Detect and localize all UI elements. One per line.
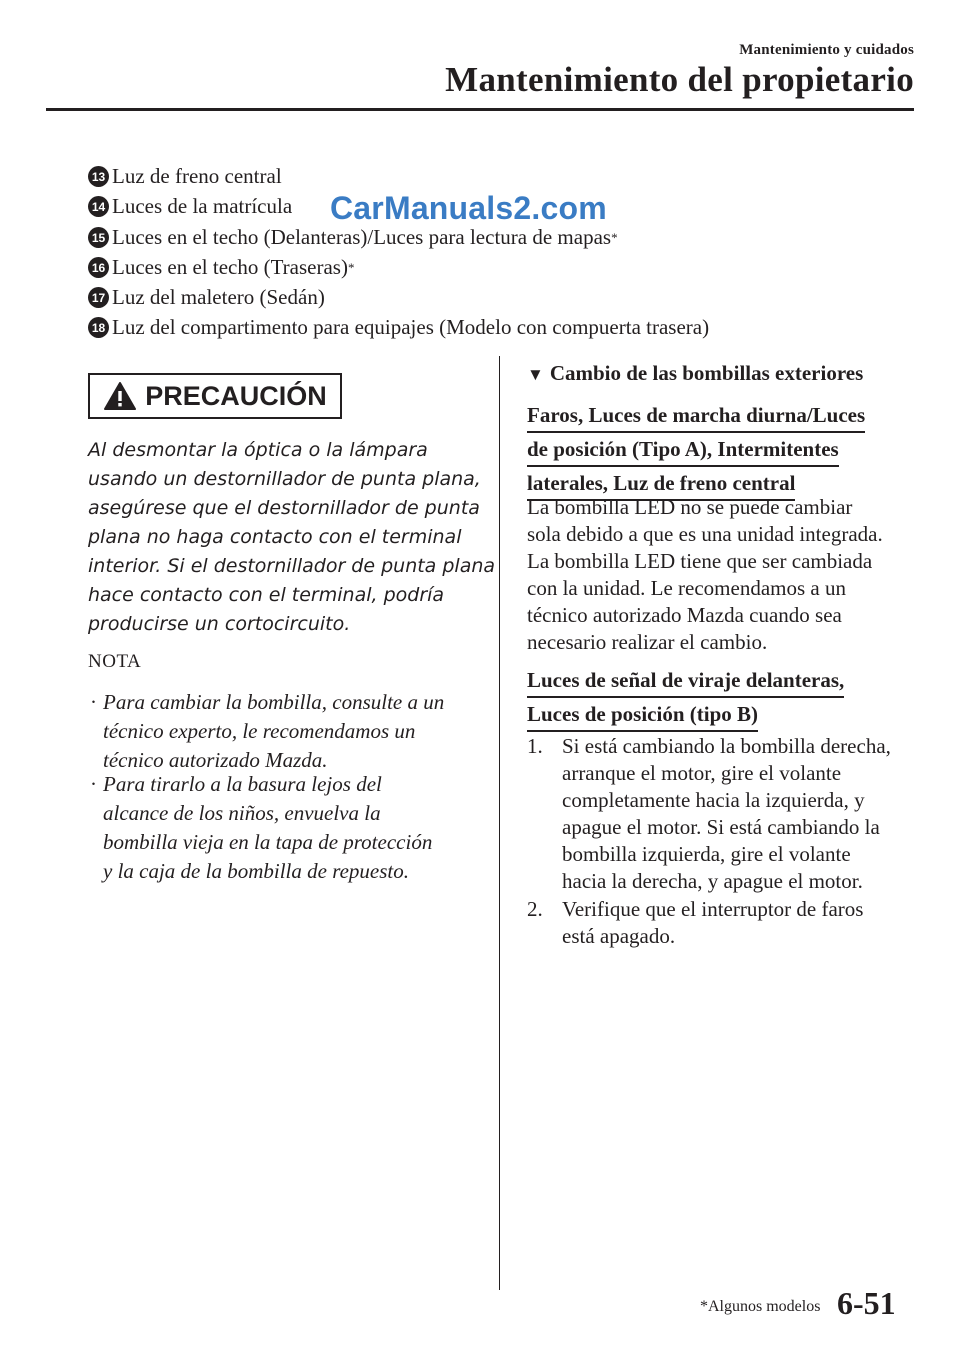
paragraph-line: con la unidad. Le recomendamos a un [527, 576, 846, 600]
paragraph-line: necesario realizar el cambio. [527, 630, 768, 654]
caution-line: producirse un cortocircuito. [88, 613, 351, 635]
number-16-icon: 16 [88, 257, 109, 278]
subheading-line: laterales, Luz de freno central [527, 469, 795, 501]
nota-line: técnico experto, le recomendamos un [103, 719, 416, 743]
number-13-icon: 13 [88, 166, 109, 187]
step-number: 2. [527, 897, 543, 921]
led-paragraph [527, 494, 917, 656]
number-15-icon: 15 [88, 227, 109, 248]
footnote: *Algunos modelos [700, 1298, 821, 1315]
step-2 [527, 896, 917, 950]
list-item-15: 15 Luces en el techo (Delanteras)/Luces para lectura de mapas * [88, 225, 618, 250]
caution-title: PRECAUCIÓN [145, 380, 327, 411]
caution-line: Al desmontar la óptica o la lámpara [88, 439, 428, 461]
bullet-icon: · [90, 690, 97, 714]
paragraph-line: La bombilla LED no se puede cambiar [527, 495, 853, 519]
caution-line: plana no haga contacto con el terminal [88, 526, 462, 548]
subheading-turn-signals [527, 666, 917, 734]
subheading-line: Luces de señal de viraje delanteras, [527, 666, 844, 698]
warning-triangle-icon [103, 381, 137, 411]
nota-line: Para tirarlo a la basura lejos del [103, 772, 382, 796]
column-divider [499, 356, 500, 1290]
list-item-17 [88, 285, 325, 310]
chapter-title: Mantenimiento y cuidados [739, 42, 914, 58]
step-line: Verifique que el interruptor de faros [562, 897, 864, 921]
nota-item [90, 688, 480, 775]
list-item-text: Luz del compartimento para equipajes (Modelo con compuerta trasera) [112, 315, 710, 339]
paragraph-line: técnico autorizado Mazda cuando sea [527, 603, 842, 627]
paragraph-line: La bombilla LED tiene que ser cambiada [527, 549, 873, 573]
header-rule [46, 108, 914, 111]
caution-line: asegúrese que el destornillador de punta [88, 497, 480, 519]
list-item-text: Luces en el techo (Delanteras)/Luces para lectura de mapas [112, 225, 612, 249]
number-14-icon: 14 [88, 196, 109, 217]
paragraph-line: sola debido a que es una unidad integrada. [527, 522, 883, 546]
subheading-line: Faros, Luces de marcha diurna/Luces [527, 401, 865, 433]
step-line: completamente hacia la izquierda, y [562, 788, 865, 812]
list-item-18 [88, 315, 709, 340]
triangle-marker-icon: ▼ [527, 365, 544, 384]
caution-text [88, 436, 496, 639]
subheading-line: Luces de posición (tipo B) [527, 700, 758, 732]
caution-line: usando un destornillador de punta plana, [88, 468, 481, 490]
step-line: apague el motor. Si está cambiando la [562, 815, 880, 839]
list-item-text: Luz de freno central [112, 164, 282, 188]
step-1 [527, 733, 917, 895]
number-17-icon: 17 [88, 287, 109, 308]
caution-box [88, 373, 342, 419]
subheading-line: de posición (Tipo A), Intermitentes [527, 435, 839, 467]
list-item-text: Luz del maletero (Sedán) [112, 285, 325, 309]
nota-item [90, 770, 480, 886]
step-line: bombilla izquierda, gire el volante [562, 842, 851, 866]
caution-line: hace contacto con el terminal, podría [88, 584, 445, 606]
step-line: Si está cambiando la bombilla derecha, [562, 734, 891, 758]
nota-line: Para cambiar la bombilla, consulte a un [103, 690, 445, 714]
nota-label: NOTA [88, 651, 142, 672]
step-line: arranque el motor, gire el volante [562, 761, 842, 785]
step-number: 1. [527, 734, 543, 758]
nota-line: alcance de los niños, envuelva la [103, 801, 381, 825]
list-item-text: Luces de la matrícula [112, 194, 293, 218]
caution-line: interior. Si el destornillador de punta plana [88, 555, 496, 577]
nota-line: bombilla vieja en la tapa de protección [103, 830, 433, 854]
page-number: 6-51 [837, 1285, 896, 1321]
nota-line: y la caja de la bombilla de repuesto. [103, 859, 409, 883]
list-item-16: 16 Luces en el techo (Traseras) * [88, 255, 354, 280]
watermark: CarManuals2.com [330, 190, 607, 226]
list-item-14 [88, 194, 292, 219]
list-item-13 [88, 164, 282, 189]
section-heading [527, 361, 917, 386]
section-title: Mantenimiento del propietario [445, 60, 914, 99]
step-line: hacia la derecha, y apague el motor. [562, 869, 863, 893]
bullet-icon: · [90, 772, 97, 796]
section-heading-text: Cambio de las bombillas exteriores [549, 361, 864, 385]
nota-line: técnico autorizado Mazda. [103, 748, 328, 772]
number-18-icon: 18 [88, 317, 109, 338]
list-item-text: Luces en el techo (Traseras) [112, 255, 348, 279]
subheading-headlamps [527, 401, 917, 503]
step-line: está apagado. [562, 924, 676, 948]
